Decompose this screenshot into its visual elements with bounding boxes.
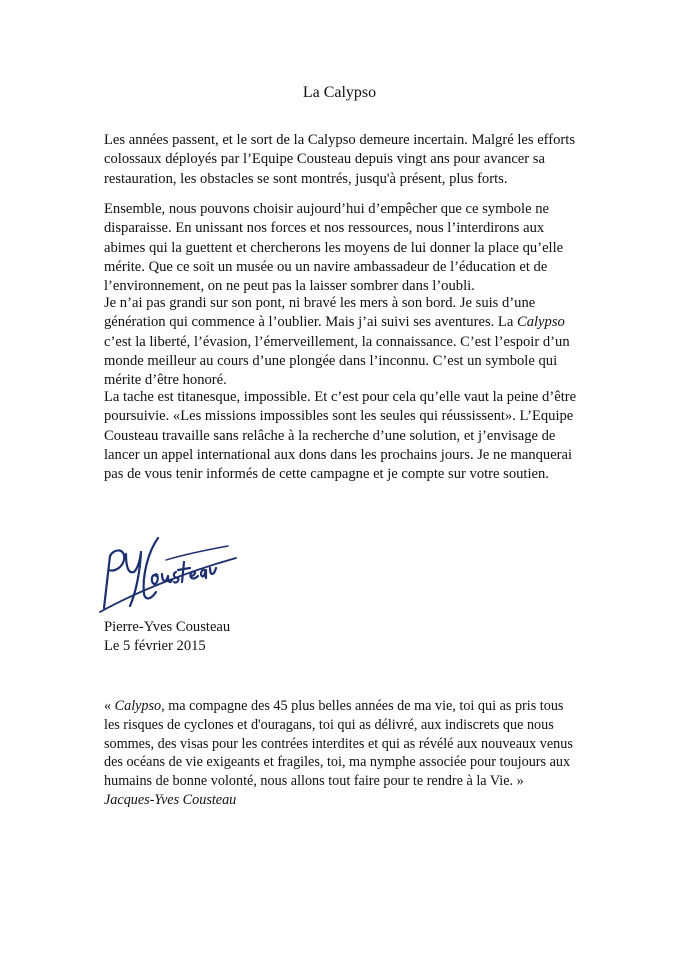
signature-date: Le 5 février 2015 — [104, 638, 206, 654]
paragraph-1: Les années passent, et le sort de la Calypso demeure incertain. Malgré les efforts colossaux déployés par l’Equipe Cousteau depuis vingt ans pour avancer sa restauration, les obstacles se sont montrés, jusqu'à présent, plus forts. — [104, 132, 576, 187]
quote-open: « — [104, 698, 115, 714]
signer-name: Pierre-Yves Cousteau — [104, 619, 231, 635]
paragraph-3 — [104, 294, 580, 390]
paragraph-2: Ensemble, nous pouvons choisir aujourd’hui d’empêcher que ce symbole ne disparaisse. En unissant nos forces et nos ressources, nous l’interdirons aux abimes qui la guettent et chercherons les moyens de lui donner la place qu’elle mérite. Que ce soit un musée ou un navire ambassadeur de l’éducation et de l’environnement, on ne peut pas la laisser sombrer dans l’oubli. — [104, 201, 564, 295]
paragraph-3-after: c’est la liberté, l’évasion, l’émerveillement, la connaissance. C’est l’espoir d’un monde meilleur au cours d’une plongée dans l’inconnu. C’est un symbole qui mérite d’être honoré. — [104, 333, 570, 389]
calypso-italic: Calypso — [516, 314, 565, 331]
quote-text: ma compagne des 45 plus belles années de ma vie, toi qui as pris tous les risques de cyclones et d'ouragans, toi qui as délivré, aux indiscrets que nous sommes, des visas pour les contrées interdites et qui as révélé aux nouveaux venus des océans de vie exigeants et fragiles, toi, ma nymphe associée pour toujours aux humains de bonne volonté, nous allons tout faire pour te rendre à la Vie. » — [104, 698, 573, 790]
quote-calypso-italic: Calypso, — [114, 698, 165, 714]
handwritten-signature-icon — [96, 532, 246, 618]
paragraph-4: La tache est titanesque, impossible. Et c’est pour cela qu’elle vaut la peine d’être poursuivie. «Les missions impossibles sont les seules qui réussissent». L’Equipe Cousteau travaille sans relâche à la recherche d’une solution, et j’envisage de lancer un appel international aux dons dans les prochains jours. Je ne manquerai pas de vous tenir informés de cette campagne et je compte sur votre soutien. — [104, 389, 577, 483]
quote-block — [104, 697, 582, 810]
quote-author: Jacques-Yves Cousteau — [104, 791, 237, 808]
document-title: La Calypso — [302, 84, 377, 101]
signer-block — [104, 618, 230, 656]
paragraph-3-before: Je n’ai pas grandi sur son pont, ni bravé les mers à son bord. Je suis d’une génération qui commence à l’oublier. Mais j’ai suivi ses aventures. La — [104, 295, 536, 331]
